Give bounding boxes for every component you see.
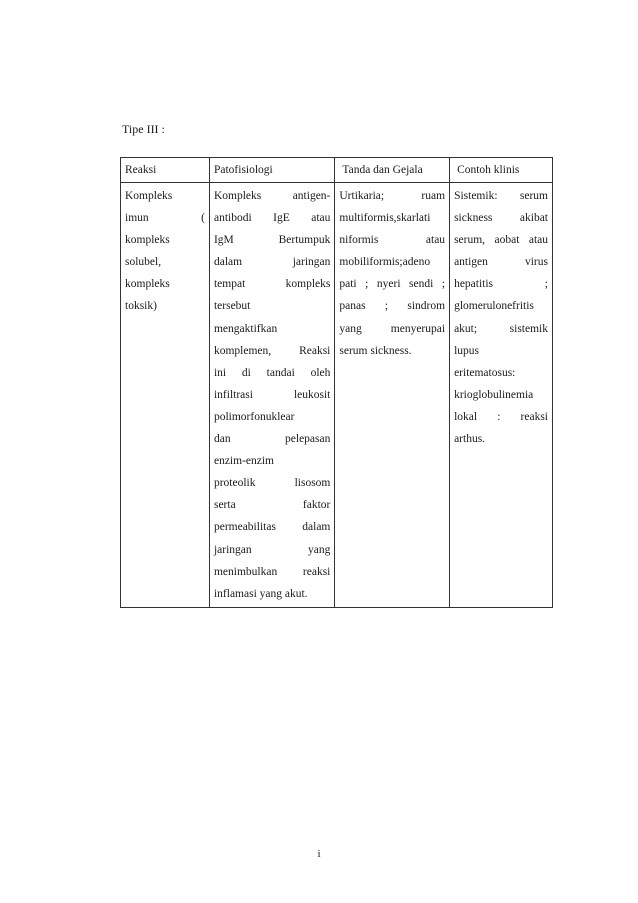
header-tanda-gejala: Tanda dan Gejala xyxy=(342,164,423,176)
cell-text-line: mobiliformis;adeno xyxy=(339,256,431,269)
cell-text-line: imun ( xyxy=(125,212,205,225)
cell-text-line: permeabilitas dalam xyxy=(213,521,331,534)
cell-text-line: akut; sistemik xyxy=(454,322,548,335)
cell-reaksi xyxy=(121,183,210,608)
header-cell-reaksi xyxy=(121,158,210,183)
cell-text-line: panas ; sindrom xyxy=(339,300,446,313)
cell-text-line: Urtikaria; ruam xyxy=(339,190,446,202)
cell-text-line: proteolik lisosom xyxy=(213,477,331,490)
cell-patofisiologi xyxy=(209,183,334,608)
cell-text-line: mengaktifkan xyxy=(213,322,278,335)
cell-text-line: hepatitis ; xyxy=(454,278,548,291)
cell-text-line: tempat kompleks xyxy=(213,278,331,291)
cell-text-line: antibodi IgE atau xyxy=(213,212,331,225)
cell-text-line: infiltrasi leukosit xyxy=(213,388,331,401)
cell-text-line: dalam jaringan xyxy=(213,256,331,269)
header-patofisiologi: Patofisiologi xyxy=(213,164,273,176)
cell-text-line: jaringan yang xyxy=(213,543,331,556)
cell-text-line: inflamasi yang akut. xyxy=(213,587,308,600)
cell-text-line: ini di tandai oleh xyxy=(213,366,331,379)
cell-text-line: menimbulkan reaksi xyxy=(213,565,331,578)
cell-text-line: glomerulonefritis xyxy=(454,300,534,313)
cell-text-line: niformis atau xyxy=(339,234,446,247)
cell-tanda-gejala xyxy=(335,183,450,608)
cell-text-line: Sistemik: serum xyxy=(454,190,548,202)
table-body-row xyxy=(121,183,553,608)
cell-text-line: Kompleks xyxy=(125,190,173,202)
cell-text-line: lupus xyxy=(454,344,479,357)
cell-text-line: eritematosus: xyxy=(454,366,516,379)
cell-text-line: polimorfonuklear xyxy=(213,410,295,423)
cell-text-line: lokal : reaksi xyxy=(454,410,548,423)
cell-text-line: serum, aobat atau xyxy=(454,234,548,247)
cell-text-line: arthus. xyxy=(454,433,486,446)
cell-text-line: antigen virus xyxy=(454,256,548,269)
cell-contoh-klinis xyxy=(450,183,553,608)
header-contoh-klinis: Contoh klinis xyxy=(457,164,520,176)
cell-text-line: pati ; nyeri sendi ; xyxy=(339,278,446,291)
cell-text-line: multiformis,skarlati xyxy=(339,212,431,225)
cell-text-line: toksik) xyxy=(125,300,157,313)
cell-text-line: dan pelepasan xyxy=(213,433,331,446)
table-header-row xyxy=(121,158,553,183)
cell-text-line: tersebut xyxy=(213,300,251,313)
cell-text-line: enzim-enzim xyxy=(213,455,274,468)
reaction-table xyxy=(120,157,553,608)
cell-text-line: yang menyerupai xyxy=(339,322,446,335)
cell-text-line: solubel, xyxy=(125,256,162,269)
cell-text-line: IgM Bertumpuk xyxy=(213,234,331,247)
cell-text-line: serta faktor xyxy=(213,499,331,512)
cell-text-line: sickness akibat xyxy=(454,212,548,225)
cell-text-line: kompleks xyxy=(125,234,170,247)
cell-text-line: komplemen, Reaksi xyxy=(213,344,331,357)
cell-text-line: krioglobulinemia xyxy=(454,388,534,401)
cell-text-line: kompleks xyxy=(125,278,170,291)
header-cell-contoh-klinis xyxy=(450,158,553,183)
header-cell-tanda-gejala xyxy=(335,158,450,183)
page-number: i xyxy=(317,848,321,860)
header-reaksi: Reaksi xyxy=(125,164,157,176)
cell-text-line: serum sickness. xyxy=(339,344,412,357)
section-heading: Tipe III : xyxy=(122,122,165,136)
header-cell-patofisiologi xyxy=(209,158,334,183)
cell-text-line: Kompleks antigen- xyxy=(213,190,331,202)
